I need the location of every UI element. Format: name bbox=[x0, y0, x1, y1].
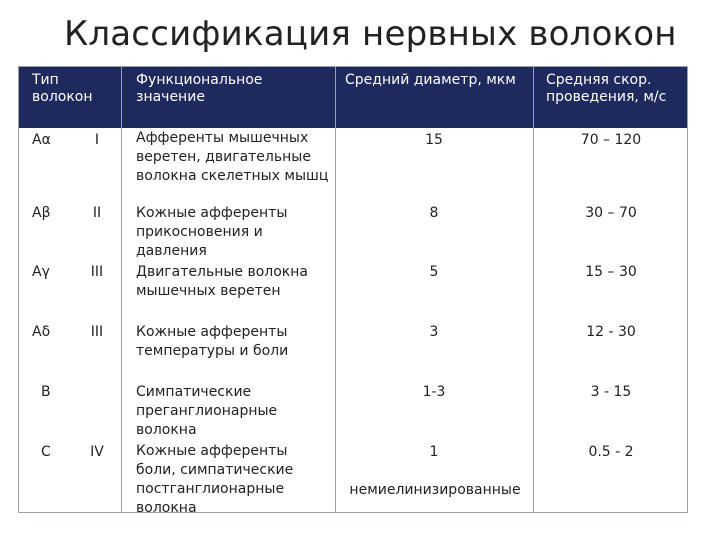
row-aalpha-speed: 70 – 120 bbox=[580, 132, 642, 148]
row-b-speed: 3 - 15 bbox=[590, 384, 632, 400]
row-c-diameter: 1 bbox=[429, 444, 439, 460]
row-aalpha-group: I bbox=[94, 132, 100, 148]
row-agamma-diameter: 5 bbox=[429, 264, 439, 280]
row-c-diameter-note: немиелинизированные bbox=[349, 482, 521, 498]
row-abeta-diameter: 8 bbox=[429, 205, 439, 221]
row-adelta-type: Aδ bbox=[32, 324, 51, 340]
header-speed: Средняя скор. проведения, м/с bbox=[546, 72, 667, 105]
row-abeta-speed: 30 – 70 bbox=[585, 205, 637, 221]
row-abeta-function: Кожные афференты прикосновения и давления bbox=[136, 205, 288, 259]
row-aalpha-function: Афференты мышечных веретен, двигательные волокна скелетных мышц bbox=[136, 130, 329, 184]
row-abeta-group: II bbox=[92, 205, 102, 221]
row-agamma-type: Aγ bbox=[32, 264, 50, 280]
column-divider bbox=[121, 67, 122, 512]
row-b-diameter: 1-3 bbox=[422, 384, 446, 400]
row-b-type: B bbox=[41, 384, 51, 400]
header-fiber-type: Тип волокон bbox=[32, 72, 93, 105]
row-c-group: IV bbox=[90, 444, 104, 460]
fiber-classification-table bbox=[18, 66, 688, 516]
row-abeta-type: Aβ bbox=[32, 205, 51, 221]
row-agamma-function: Двигательные волокна мышечных веретен bbox=[136, 264, 308, 299]
row-b-function: Симпатические преганглионарные волокна bbox=[136, 384, 278, 438]
row-adelta-group: III bbox=[90, 324, 104, 340]
header-diameter: Средний диаметр, мкм bbox=[345, 72, 516, 88]
row-c-function: Кожные афференты боли, симпатические постганглионарные волокна bbox=[136, 443, 294, 516]
row-adelta-function: Кожные афференты температуры и боли bbox=[136, 324, 289, 359]
header-function: Функциональное значение bbox=[136, 72, 263, 105]
row-agamma-speed: 15 – 30 bbox=[585, 264, 637, 280]
row-aalpha-type: Aα bbox=[32, 132, 51, 148]
row-adelta-speed: 12 - 30 bbox=[586, 324, 636, 340]
row-c-speed: 0.5 - 2 bbox=[588, 444, 634, 460]
row-adelta-diameter: 3 bbox=[429, 324, 439, 340]
slide-title: Классификация нервных волокон bbox=[64, 14, 677, 54]
row-agamma-group: III bbox=[90, 264, 104, 280]
row-c-type: C bbox=[41, 444, 51, 460]
row-aalpha-diameter: 15 bbox=[425, 132, 443, 148]
